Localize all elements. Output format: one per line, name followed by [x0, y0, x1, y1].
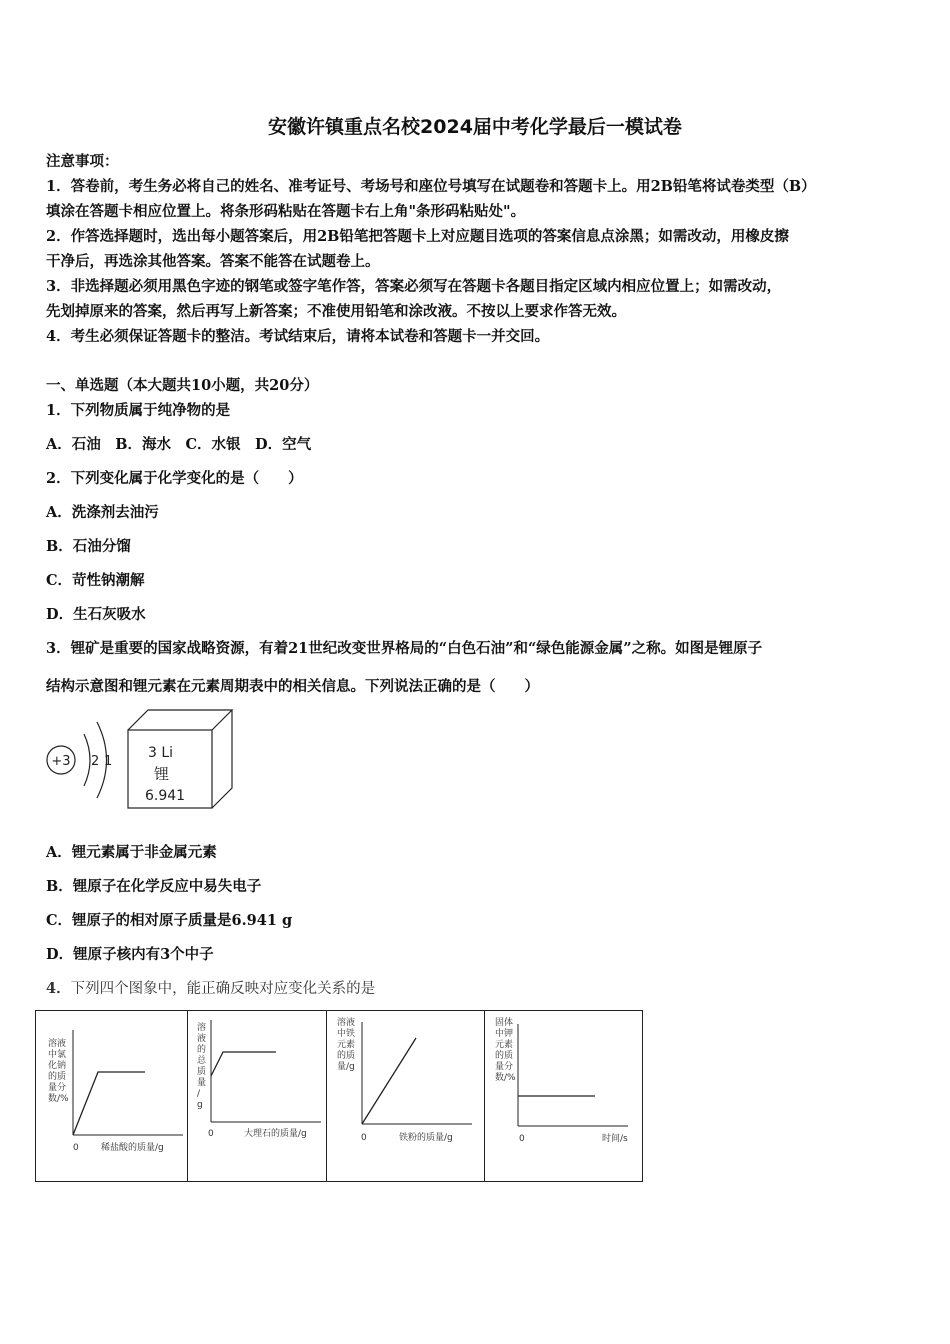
q2-option-c: C．苛性钠潮解 — [46, 572, 145, 589]
graph-3-curve — [362, 1038, 416, 1124]
graph-4 — [495, 1016, 628, 1144]
notice-1a: 1．答卷前，考生务必将自己的姓名、准考证号、考场号和座位号填写在试题卷和答题卡上。用2B铅笔将试卷类型（B） — [46, 178, 816, 195]
q2-option-b: B．石油分馏 — [46, 538, 131, 555]
element-name: 锂 — [154, 765, 170, 783]
q4-stem-text: 下列四个图象中，能正确反映对应变化关系的是 — [70, 981, 376, 997]
graph-2-origin: 0 — [208, 1129, 214, 1139]
notice-heading: 注意事项： — [46, 153, 119, 170]
graph-2-x-label: 大理石的质量/g — [244, 1129, 307, 1139]
element-number-symbol: 3 Li — [148, 745, 174, 761]
shell-2-electrons: 1 — [104, 754, 113, 769]
q4-stem — [46, 979, 375, 999]
q3-option-a: A．锂元素属于非金属元素 — [46, 844, 217, 861]
graph-4-y-label: 固体 中钾 元素 的质 量分 数/% — [495, 1018, 516, 1083]
q3-option-c: C．锂原子的相对原子质量是6.941 g — [46, 912, 293, 929]
notice-4: 4．考生必须保证答题卡的整洁。考试结束后，请将本试卷和答题卡一并交回。 — [46, 328, 550, 345]
element-box-side — [212, 710, 232, 808]
element-box-top — [128, 710, 232, 730]
q3-option-d: D．锂原子核内有3个中子 — [46, 946, 214, 963]
q3-stem-line2: 结构示意图和锂元素在元素周期表中的相关信息。下列说法正确的是（ ） — [46, 678, 539, 695]
q2-option-a: A．洗涤剂去油污 — [46, 504, 159, 521]
section-heading: 一、单选题（本大题共10小题，共20分） — [46, 377, 319, 394]
graph-2-curve — [211, 1052, 276, 1076]
graph-4-x-label: 时间/s — [602, 1134, 628, 1144]
electron-shell-1 — [84, 734, 90, 786]
q2-option-d: D．生石灰吸水 — [46, 606, 146, 623]
q1-stem: 1．下列物质属于纯净物的是 — [46, 402, 231, 419]
notice-1b: 填涂在答题卡相应位置上。将条形码粘贴在答题卡右上角"条形码粘贴处"。 — [46, 203, 526, 220]
notice-2b: 干净后，再选涂其他答案。答案不能答在试题卷上。 — [46, 253, 380, 270]
graph-1-origin: 0 — [73, 1143, 79, 1153]
shell-1-electrons: 2 — [91, 754, 100, 769]
element-mass: 6.941 — [145, 788, 186, 804]
q2-stem: 2．下列变化属于化学变化的是（ ） — [46, 470, 303, 487]
graph-4-origin: 0 — [519, 1134, 525, 1144]
graph-2 — [197, 1020, 321, 1139]
page-title: 安徽许镇重点名校2024届中考化学最后一模试卷 — [268, 116, 682, 138]
graph-3-x-label: 铁粉的质量/g — [399, 1133, 453, 1143]
q1-options: A．石油 B．海水 C．水银 D．空气 — [46, 436, 312, 453]
graph-2-y-label: 溶 液 的 总 质 量 / g — [197, 1023, 207, 1110]
lithium-figure — [44, 702, 244, 814]
notice-2a: 2．作答选择题时，选出每小题答案后，用2B铅笔把答题卡上对应题目选项的答案信息点涂黑；如需改动，用橡皮擦 — [46, 228, 789, 245]
q3-stem-line1: 3．锂矿是重要的国家战略资源，有着21世纪改变世界格局的“白色石油”和“绿色能源金属”之称。如图是锂原子 — [46, 640, 763, 657]
notice-3a: 3．非选择题必须用黑色字迹的钢笔或签字笔作答，答案必须写在答题卡各题目指定区域内相应位置上；如需改动， — [46, 278, 782, 295]
notice-3b: 先划掉原来的答案，然后再写上新答案；不准使用铅笔和涂改液。不按以上要求作答无效。 — [46, 303, 626, 320]
q3-option-b: B．锂原子在化学反应中易失电子 — [46, 878, 262, 895]
q4-graphs — [35, 1010, 645, 1184]
graph-1-x-label: 稀盐酸的质量/g — [101, 1143, 164, 1153]
nucleus-charge: +3 — [51, 754, 71, 769]
graph-1-curve — [73, 1072, 145, 1135]
graph-3-origin: 0 — [361, 1133, 367, 1143]
q4-number: 4． — [46, 980, 71, 997]
graph-1 — [48, 1030, 183, 1153]
graph-3-y-label: 溶液 中铁 元素 的质 量/g — [337, 1018, 356, 1072]
graph-1-y-label: 溶液 中氯 化钠 的质 量分 数/% — [48, 1039, 69, 1104]
graph-3 — [337, 1016, 472, 1143]
